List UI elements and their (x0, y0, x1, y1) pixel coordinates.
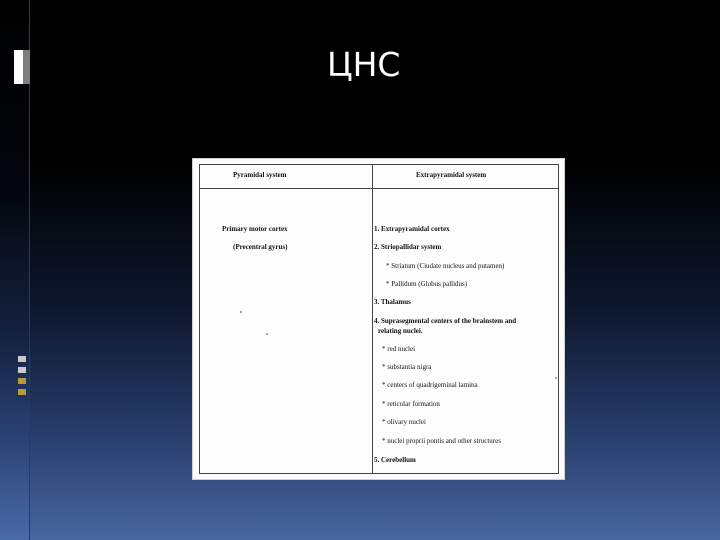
scan-speck (266, 333, 268, 335)
right-cell: 1. Extrapyramidal cortex (374, 225, 450, 233)
right-cell: 4. Suprasegmental centers of the brainstem and (374, 317, 517, 325)
left-cell: (Precentral gyrus) (233, 243, 288, 251)
right-cell: * centers of quadrigeminal lamina (382, 381, 478, 389)
title-marker-gray (23, 50, 30, 84)
document-table (199, 164, 559, 474)
table-column-divider (372, 165, 373, 473)
stripe (18, 378, 26, 384)
slide-title: ЦНС (327, 45, 401, 84)
right-cell: * nuclei proprii pontis and other structures (382, 437, 501, 445)
stripe (18, 367, 26, 373)
right-cell: * red nuclei (382, 345, 416, 353)
right-cell: * substantia nigra (382, 363, 432, 371)
stripe (18, 389, 26, 395)
stripe (18, 356, 26, 362)
right-cell: * reticular formation (382, 400, 440, 408)
right-cell: * Pallidum (Globus pallidus) (386, 280, 468, 288)
table-header-divider (200, 188, 558, 189)
document-image (192, 158, 565, 480)
right-cell: 5. Cerebellum (374, 456, 416, 464)
header-pyramidal: Pyramidal system (233, 171, 287, 179)
right-cell: * olivary nuclei (382, 418, 426, 426)
scan-speck (240, 311, 242, 313)
scan-speck (555, 377, 557, 379)
left-cell: Primary motor cortex (222, 225, 288, 233)
right-cell: 2. Striopallidar system (374, 243, 442, 251)
decorative-stripes (18, 356, 26, 400)
header-extrapyramidal: Extrapyramidal system (416, 171, 487, 179)
right-cell: 3. Thalamus (374, 298, 411, 306)
right-cell: relating nuclei. (378, 327, 423, 335)
right-cell: * Striatum (Ciudate nucleus and putamen) (386, 262, 505, 270)
title-marker-white (14, 50, 23, 84)
